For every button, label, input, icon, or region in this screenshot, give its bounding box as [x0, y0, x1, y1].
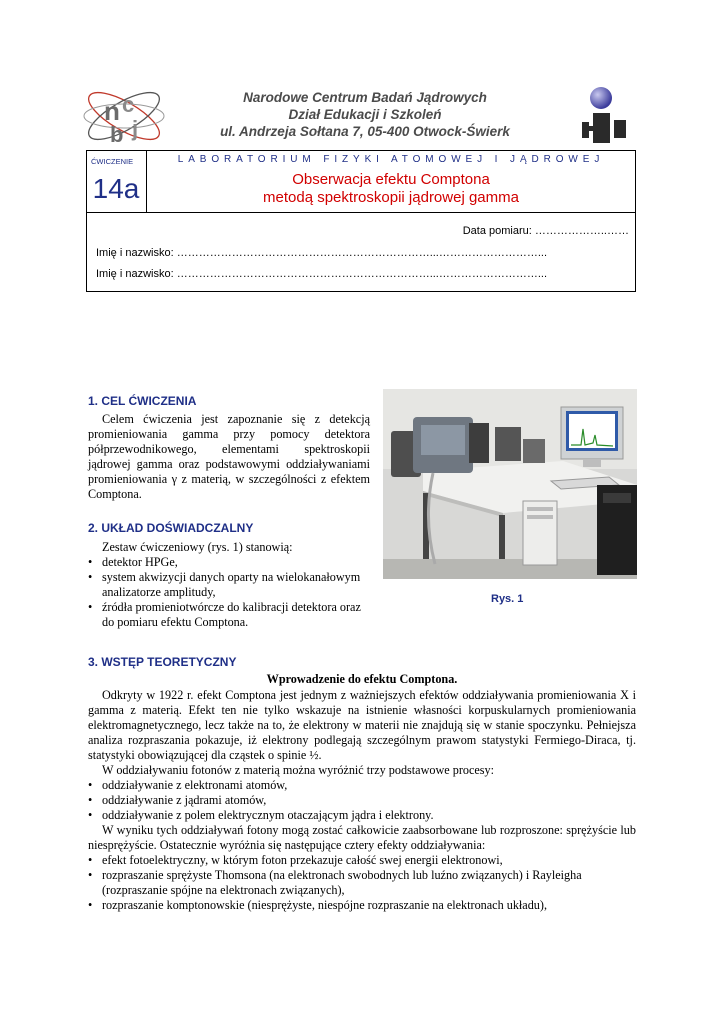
list-item: • rozpraszanie komptonowskie (niesprężyste, niespójne rozpraszanie na elektronach układu),: [88, 898, 636, 913]
theory-paragraph-3: W wyniku tych oddziaływań fotony mogą zostać całkowicie zaabsorbowane lub rozproszone: sprężyście lub niesprężyście. Ostatecznie wyróżnia się następujące cztery efekty oddziaływania:: [88, 823, 636, 852]
section1-heading: 1. CEL ĆWICZENIA: [88, 394, 197, 408]
list-item: • źródła promieniotwórcze do kalibracji detektora oraz do pomiaru efektu Comptona.: [88, 600, 370, 630]
institution-address: ul. Andrzeja Sołtana 7, 05-400 Otwock-Świerk: [220, 124, 510, 139]
list-item: • oddziaływanie z jądrami atomów,: [88, 793, 636, 808]
date-field[interactable]: Data pomiaru: ………………..……: [462, 225, 629, 237]
lab-name: LABORATORIUM FIZYKI ATOMOWEJ I JĄDROWEJ: [177, 154, 605, 165]
exercise-title-cell: [147, 151, 635, 213]
institution-name: Narodowe Centrum Badań Jądrowych: [243, 90, 487, 105]
exercise-number-cell: [87, 151, 147, 213]
list-item: • oddziaływanie z elektronami atomów,: [88, 778, 636, 793]
effects-list: [88, 853, 636, 913]
section1-text: Celem ćwiczenia jest zapoznanie się z detekcją promieniowania gamma przy pomocy detektora półprzewodnikowego, elementami spektroskopii jądrowej gamma oraz podstawowymi oddziaływaniami promieniowania γ z materią, w szczególności z efektem Comptona.: [88, 412, 370, 501]
section3-subheading: Wprowadzenie do efektu Comptona.: [266, 672, 458, 686]
education-logo: [580, 86, 628, 144]
svg-text:b: b: [110, 122, 124, 147]
list-item: • rozpraszanie sprężyste Thomsona (na elektronach swobodnych lub luźno związanych) i Rayleigha (rozpraszanie spójne na elektronach związanych),: [88, 868, 636, 898]
section2-intro: Zestaw ćwiczeniowy (rys. 1) stanowią:: [102, 540, 293, 554]
section2-body: [88, 540, 370, 630]
department-name: Dział Edukacji i Szkoleń: [288, 107, 442, 122]
name-field-2[interactable]: Imię i nazwisko: ……………………………………………………………...………………………...: [96, 268, 548, 280]
svg-text:n: n: [104, 96, 120, 126]
lab-setup-photo: [383, 389, 637, 579]
svg-text:c: c: [122, 92, 135, 117]
exercise-frame: [86, 150, 636, 292]
svg-text:j: j: [132, 116, 139, 141]
exercise-title-line2: metodą spektroskopii jądrowej gamma: [263, 189, 519, 206]
exercise-label: ĆWICZENIE: [91, 157, 134, 166]
section3-body: [88, 688, 636, 913]
figure-caption: Rys. 1: [491, 593, 524, 605]
list-item: • detektor HPGe,: [88, 555, 370, 570]
interaction-list: [88, 778, 636, 823]
theory-paragraph-1: Odkryty w 1922 r. efekt Comptona jest jednym z ważniejszych efektów oddziaływania promieniowania X i gamma z materią. Efekt ten nie tylko wskazuje na istnienie własności korpuskularnych promieniowania elektromagnetycznego, lecz także na to, że elektrony w materii nie znajdują się w stanie spoczynku. Pełniejsza analiza rozpraszania pokazuje, iż elektrony podlegają szczególnym prawom statystyki Fermiego-Diraca, tj. statystyki obowiązującej dla cząstek o spinie ½.: [88, 688, 636, 762]
section3-heading: 3. WSTĘP TEORETYCZNY: [88, 655, 237, 669]
theory-paragraph-2: W oddziaływaniu fotonów z materią można wyróżnić trzy podstawowe procesy:: [102, 763, 495, 777]
name-field-1[interactable]: Imię i nazwisko: ……………………………………………………………...………………………...: [96, 247, 548, 259]
section2-heading: 2. UKŁAD DOŚWIADCZALNY: [88, 521, 254, 535]
list-item: • system akwizycji danych oparty na wielokanałowym analizatorze amplitudy,: [88, 570, 370, 600]
list-item: • oddziaływanie z polem elektrycznym otaczającym jądra i elektrony.: [88, 808, 636, 823]
list-item: • efekt fotoelektryczny, w którym foton przekazuje całość swej energii elektronowi,: [88, 853, 636, 868]
ncbj-logo: [80, 84, 172, 148]
exercise-number: 14a: [92, 173, 140, 204]
equipment-list: [88, 555, 370, 630]
exercise-title-line1: Obserwacja efektu Comptona: [292, 171, 490, 188]
